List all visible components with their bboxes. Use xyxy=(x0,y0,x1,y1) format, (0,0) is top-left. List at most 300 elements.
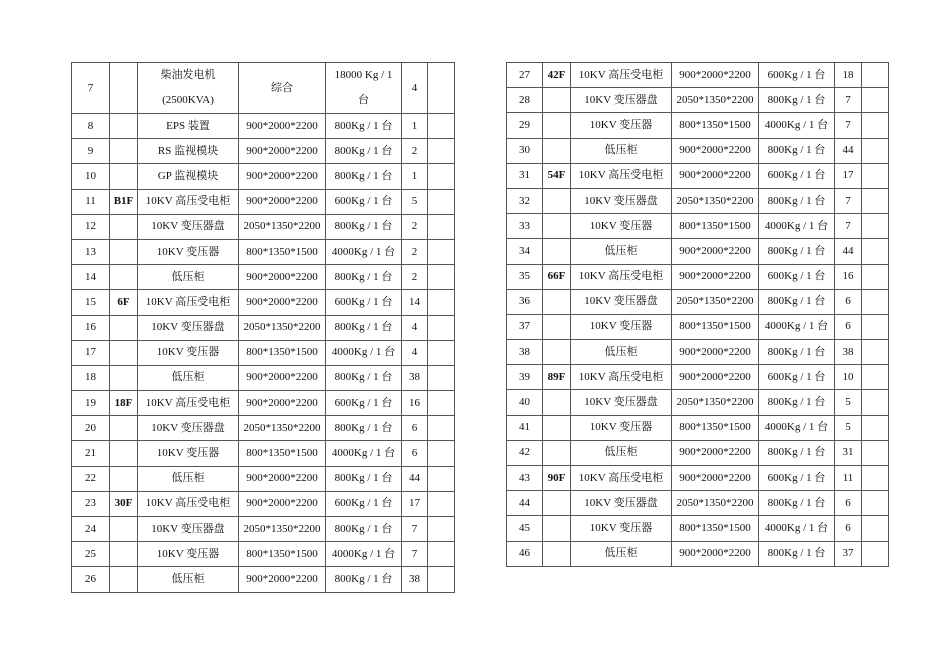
dimensions-cell: 900*2000*2200 xyxy=(239,265,326,290)
table-row xyxy=(507,289,889,314)
quantity-cell: 4 xyxy=(402,340,428,365)
quantity-cell: 5 xyxy=(835,390,862,415)
equipment-name-cell: 10KV 变压器盘 xyxy=(571,289,672,314)
equipment-name-cell: 10KV 变压器 xyxy=(138,239,239,264)
weight-cell: 600Kg / 1 台 xyxy=(326,290,402,315)
quantity-cell: 5 xyxy=(835,415,862,440)
row-number-cell: 39 xyxy=(507,365,543,390)
row-number-cell: 44 xyxy=(507,491,543,516)
dimensions-cell: 800*1350*1500 xyxy=(672,113,759,138)
equipment-name-cell: 10KV 高压受电柜 xyxy=(571,163,672,188)
dimensions-cell: 900*2000*2200 xyxy=(672,239,759,264)
remarks-cell xyxy=(428,416,455,441)
row-number-cell: 19 xyxy=(72,391,110,416)
row-number-cell: 33 xyxy=(507,214,543,239)
equipment-name-cell: 柴油发电机 (2500KVA) xyxy=(138,63,239,114)
dimensions-cell: 900*2000*2200 xyxy=(239,114,326,139)
floor-cell: 90F xyxy=(543,466,571,491)
floor-cell xyxy=(543,541,571,566)
floor-cell xyxy=(543,138,571,163)
dimensions-cell: 2050*1350*2200 xyxy=(239,416,326,441)
table-row xyxy=(507,314,889,339)
table-row xyxy=(72,239,455,264)
weight-cell: 800Kg / 1 台 xyxy=(759,340,835,365)
weight-cell: 800Kg / 1 台 xyxy=(759,491,835,516)
table-row xyxy=(72,265,455,290)
row-number-cell: 40 xyxy=(507,390,543,415)
weight-cell: 4000Kg / 1 台 xyxy=(326,239,402,264)
weight-cell: 600Kg / 1 台 xyxy=(759,466,835,491)
dimensions-cell: 2050*1350*2200 xyxy=(239,315,326,340)
table-row xyxy=(72,491,455,516)
weight-cell: 800Kg / 1 台 xyxy=(759,88,835,113)
floor-cell xyxy=(543,390,571,415)
weight-cell: 800Kg / 1 台 xyxy=(326,466,402,491)
weight-cell: 800Kg / 1 台 xyxy=(759,138,835,163)
equipment-name-cell: 低压柜 xyxy=(571,138,672,163)
equipment-name-cell: 10KV 变压器盘 xyxy=(571,390,672,415)
remarks-cell xyxy=(428,315,455,340)
table-row xyxy=(72,290,455,315)
quantity-cell: 11 xyxy=(835,466,862,491)
dimensions-cell: 800*1350*1500 xyxy=(239,340,326,365)
dimensions-cell: 900*2000*2200 xyxy=(672,163,759,188)
dimensions-cell: 800*1350*1500 xyxy=(239,542,326,567)
equipment-name-cell: 10KV 变压器 xyxy=(571,214,672,239)
dimensions-cell: 900*2000*2200 xyxy=(672,63,759,88)
remarks-cell xyxy=(862,516,889,541)
floor-cell xyxy=(110,365,138,390)
remarks-cell xyxy=(428,139,455,164)
table-row xyxy=(72,542,455,567)
dimensions-cell: 900*2000*2200 xyxy=(672,264,759,289)
dimensions-cell: 900*2000*2200 xyxy=(239,391,326,416)
table-row xyxy=(507,541,889,566)
dimensions-cell: 2050*1350*2200 xyxy=(672,491,759,516)
remarks-cell xyxy=(862,88,889,113)
table-row xyxy=(72,139,455,164)
equipment-name-cell: EPS 装置 xyxy=(138,114,239,139)
row-number-cell: 7 xyxy=(72,63,110,114)
row-number-cell: 28 xyxy=(507,88,543,113)
weight-cell: 800Kg / 1 台 xyxy=(326,114,402,139)
floor-cell xyxy=(543,516,571,541)
dimensions-cell: 900*2000*2200 xyxy=(672,138,759,163)
floor-cell: 18F xyxy=(110,391,138,416)
quantity-cell: 6 xyxy=(835,314,862,339)
remarks-cell xyxy=(862,466,889,491)
remarks-cell xyxy=(862,214,889,239)
floor-cell xyxy=(543,214,571,239)
remarks-cell xyxy=(862,415,889,440)
remarks-cell xyxy=(862,138,889,163)
row-number-cell: 14 xyxy=(72,265,110,290)
table-row xyxy=(72,567,455,592)
dimensions-cell: 900*2000*2200 xyxy=(239,466,326,491)
quantity-cell: 2 xyxy=(402,214,428,239)
floor-cell: 66F xyxy=(543,264,571,289)
dimensions-cell: 800*1350*1500 xyxy=(239,239,326,264)
row-number-cell: 45 xyxy=(507,516,543,541)
weight-cell: 800Kg / 1 台 xyxy=(326,265,402,290)
equipment-name-cell: 10KV 变压器 xyxy=(138,542,239,567)
equipment-table-left xyxy=(71,62,455,593)
floor-cell xyxy=(110,214,138,239)
weight-cell: 800Kg / 1 台 xyxy=(759,188,835,213)
dimensions-cell: 900*2000*2200 xyxy=(672,440,759,465)
row-number-cell: 12 xyxy=(72,214,110,239)
dimensions-cell: 900*2000*2200 xyxy=(672,541,759,566)
equipment-name-cell: 10KV 变压器盘 xyxy=(138,416,239,441)
weight-cell: 18000 Kg / 1 台 xyxy=(326,63,402,114)
dimensions-cell: 900*2000*2200 xyxy=(672,365,759,390)
dimensions-cell: 900*2000*2200 xyxy=(239,189,326,214)
row-number-cell: 32 xyxy=(507,188,543,213)
table-row xyxy=(72,114,455,139)
row-number-cell: 43 xyxy=(507,466,543,491)
quantity-cell: 6 xyxy=(835,491,862,516)
row-number-cell: 31 xyxy=(507,163,543,188)
floor-cell xyxy=(543,88,571,113)
table-row xyxy=(507,440,889,465)
weight-cell: 800Kg / 1 台 xyxy=(326,416,402,441)
equipment-name-cell: 低压柜 xyxy=(138,466,239,491)
row-number-cell: 30 xyxy=(507,138,543,163)
equipment-name-cell: 低压柜 xyxy=(138,365,239,390)
dimensions-cell: 800*1350*1500 xyxy=(672,516,759,541)
remarks-cell xyxy=(428,491,455,516)
equipment-name-cell: 10KV 变压器盘 xyxy=(571,88,672,113)
table-row xyxy=(72,315,455,340)
equipment-name-cell: 10KV 高压受电柜 xyxy=(571,365,672,390)
equipment-name-cell: 10KV 变压器盘 xyxy=(571,188,672,213)
weight-cell: 800Kg / 1 台 xyxy=(759,390,835,415)
table-row xyxy=(72,189,455,214)
remarks-cell xyxy=(428,340,455,365)
quantity-cell: 16 xyxy=(402,391,428,416)
table-row xyxy=(507,163,889,188)
floor-cell xyxy=(110,239,138,264)
remarks-cell xyxy=(428,391,455,416)
quantity-cell: 7 xyxy=(835,214,862,239)
row-number-cell: 22 xyxy=(72,466,110,491)
remarks-cell xyxy=(862,541,889,566)
remarks-cell xyxy=(862,289,889,314)
floor-cell xyxy=(110,466,138,491)
weight-cell: 600Kg / 1 台 xyxy=(326,491,402,516)
remarks-cell xyxy=(428,214,455,239)
quantity-cell: 17 xyxy=(402,491,428,516)
floor-cell xyxy=(543,340,571,365)
remarks-cell xyxy=(862,491,889,516)
equipment-name-cell: 10KV 变压器盘 xyxy=(138,517,239,542)
row-number-cell: 15 xyxy=(72,290,110,315)
remarks-cell xyxy=(428,441,455,466)
row-number-cell: 11 xyxy=(72,189,110,214)
floor-cell xyxy=(110,517,138,542)
row-number-cell: 41 xyxy=(507,415,543,440)
dimensions-cell: 2050*1350*2200 xyxy=(239,214,326,239)
floor-cell: 89F xyxy=(543,365,571,390)
equipment-name-cell: 10KV 变压器盘 xyxy=(138,214,239,239)
table-body-left xyxy=(72,63,455,593)
weight-cell: 4000Kg / 1 台 xyxy=(759,214,835,239)
remarks-cell xyxy=(428,466,455,491)
quantity-cell: 44 xyxy=(835,239,862,264)
remarks-cell xyxy=(428,63,455,114)
remarks-cell xyxy=(862,63,889,88)
table-row xyxy=(72,63,455,114)
row-number-cell: 34 xyxy=(507,239,543,264)
floor-cell xyxy=(110,315,138,340)
row-number-cell: 36 xyxy=(507,289,543,314)
floor-cell xyxy=(110,114,138,139)
quantity-cell: 7 xyxy=(835,88,862,113)
quantity-cell: 38 xyxy=(402,365,428,390)
table-row xyxy=(72,517,455,542)
equipment-name-cell: 10KV 高压受电柜 xyxy=(138,189,239,214)
row-number-cell: 25 xyxy=(72,542,110,567)
dimensions-cell: 800*1350*1500 xyxy=(672,314,759,339)
dimensions-cell: 2050*1350*2200 xyxy=(672,289,759,314)
weight-cell: 4000Kg / 1 台 xyxy=(759,314,835,339)
quantity-cell: 7 xyxy=(835,113,862,138)
quantity-cell: 6 xyxy=(402,416,428,441)
dimensions-cell: 900*2000*2200 xyxy=(239,139,326,164)
equipment-name-cell: RS 监视模块 xyxy=(138,139,239,164)
remarks-cell xyxy=(862,390,889,415)
row-number-cell: 17 xyxy=(72,340,110,365)
dimensions-cell: 900*2000*2200 xyxy=(239,164,326,189)
floor-cell: 54F xyxy=(543,163,571,188)
table-row xyxy=(507,491,889,516)
dimensions-cell: 800*1350*1500 xyxy=(672,415,759,440)
row-number-cell: 37 xyxy=(507,314,543,339)
table-row xyxy=(507,188,889,213)
equipment-name-cell: 10KV 变压器 xyxy=(138,340,239,365)
table-body-right xyxy=(507,63,889,567)
weight-cell: 800Kg / 1 台 xyxy=(759,289,835,314)
table-row xyxy=(507,214,889,239)
quantity-cell: 10 xyxy=(835,365,862,390)
weight-cell: 800Kg / 1 台 xyxy=(759,440,835,465)
table-row xyxy=(72,214,455,239)
dimensions-cell: 900*2000*2200 xyxy=(239,290,326,315)
table-row xyxy=(507,264,889,289)
table-row xyxy=(507,63,889,88)
row-number-cell: 18 xyxy=(72,365,110,390)
floor-cell xyxy=(110,416,138,441)
floor-cell xyxy=(110,265,138,290)
floor-cell xyxy=(110,542,138,567)
weight-cell: 800Kg / 1 台 xyxy=(326,214,402,239)
equipment-name-cell: 低压柜 xyxy=(138,567,239,592)
quantity-cell: 38 xyxy=(835,340,862,365)
floor-cell xyxy=(110,340,138,365)
quantity-cell: 7 xyxy=(402,517,428,542)
remarks-cell xyxy=(862,340,889,365)
quantity-cell: 37 xyxy=(835,541,862,566)
table-row xyxy=(72,441,455,466)
weight-cell: 600Kg / 1 台 xyxy=(759,365,835,390)
quantity-cell: 6 xyxy=(402,441,428,466)
remarks-cell xyxy=(428,567,455,592)
table-row xyxy=(507,466,889,491)
table-row xyxy=(72,365,455,390)
floor-cell xyxy=(110,139,138,164)
quantity-cell: 1 xyxy=(402,114,428,139)
equipment-name-cell: 10KV 高压受电柜 xyxy=(138,290,239,315)
dimensions-cell: 2050*1350*2200 xyxy=(239,517,326,542)
floor-cell xyxy=(543,113,571,138)
remarks-cell xyxy=(862,113,889,138)
quantity-cell: 44 xyxy=(835,138,862,163)
quantity-cell: 2 xyxy=(402,139,428,164)
remarks-cell xyxy=(862,188,889,213)
quantity-cell: 44 xyxy=(402,466,428,491)
equipment-name-cell: GP 监视模块 xyxy=(138,164,239,189)
remarks-cell xyxy=(428,114,455,139)
quantity-cell: 4 xyxy=(402,63,428,114)
floor-cell: 6F xyxy=(110,290,138,315)
weight-cell: 800Kg / 1 台 xyxy=(326,315,402,340)
floor-cell: 30F xyxy=(110,491,138,516)
remarks-cell xyxy=(862,163,889,188)
dimensions-cell: 2050*1350*2200 xyxy=(672,188,759,213)
dimensions-cell: 800*1350*1500 xyxy=(672,214,759,239)
remarks-cell xyxy=(862,365,889,390)
quantity-cell: 16 xyxy=(835,264,862,289)
remarks-cell xyxy=(428,265,455,290)
quantity-cell: 31 xyxy=(835,440,862,465)
dimensions-cell: 900*2000*2200 xyxy=(239,567,326,592)
quantity-cell: 4 xyxy=(402,315,428,340)
floor-cell xyxy=(543,188,571,213)
weight-cell: 800Kg / 1 台 xyxy=(326,164,402,189)
table-row xyxy=(72,391,455,416)
row-number-cell: 9 xyxy=(72,139,110,164)
table-row xyxy=(507,88,889,113)
equipment-name-cell: 低压柜 xyxy=(138,265,239,290)
floor-cell xyxy=(110,441,138,466)
quantity-cell: 18 xyxy=(835,63,862,88)
quantity-cell: 14 xyxy=(402,290,428,315)
floor-cell xyxy=(110,567,138,592)
weight-cell: 4000Kg / 1 台 xyxy=(759,113,835,138)
weight-cell: 800Kg / 1 台 xyxy=(326,517,402,542)
row-number-cell: 16 xyxy=(72,315,110,340)
equipment-name-cell: 10KV 变压器盘 xyxy=(571,491,672,516)
dimensions-cell: 900*2000*2200 xyxy=(672,340,759,365)
equipment-name-cell: 10KV 高压受电柜 xyxy=(571,466,672,491)
floor-cell xyxy=(543,440,571,465)
floor-cell: B1F xyxy=(110,189,138,214)
remarks-cell xyxy=(428,542,455,567)
row-number-cell: 23 xyxy=(72,491,110,516)
dimensions-cell: 900*2000*2200 xyxy=(239,491,326,516)
weight-cell: 4000Kg / 1 台 xyxy=(759,415,835,440)
row-number-cell: 26 xyxy=(72,567,110,592)
weight-cell: 4000Kg / 1 台 xyxy=(326,441,402,466)
dimensions-cell: 900*2000*2200 xyxy=(672,466,759,491)
equipment-name-cell: 10KV 变压器 xyxy=(138,441,239,466)
floor-cell xyxy=(543,314,571,339)
remarks-cell xyxy=(862,314,889,339)
weight-cell: 800Kg / 1 台 xyxy=(326,567,402,592)
floor-cell xyxy=(543,289,571,314)
table-row xyxy=(72,466,455,491)
row-number-cell: 35 xyxy=(507,264,543,289)
equipment-name-cell: 10KV 高压受电柜 xyxy=(571,63,672,88)
quantity-cell: 1 xyxy=(402,164,428,189)
floor-cell: 42F xyxy=(543,63,571,88)
remarks-cell xyxy=(862,440,889,465)
floor-cell xyxy=(543,491,571,516)
equipment-table-right xyxy=(506,62,889,567)
table-row xyxy=(507,415,889,440)
weight-cell: 600Kg / 1 台 xyxy=(759,264,835,289)
quantity-cell: 7 xyxy=(835,188,862,213)
table-row xyxy=(72,164,455,189)
remarks-cell xyxy=(428,189,455,214)
dimensions-cell: 综合 xyxy=(239,63,326,114)
weight-cell: 800Kg / 1 台 xyxy=(326,365,402,390)
row-number-cell: 38 xyxy=(507,340,543,365)
weight-cell: 600Kg / 1 台 xyxy=(326,189,402,214)
equipment-name-cell: 10KV 变压器 xyxy=(571,415,672,440)
quantity-cell: 7 xyxy=(402,542,428,567)
weight-cell: 4000Kg / 1 台 xyxy=(326,340,402,365)
remarks-cell xyxy=(428,290,455,315)
quantity-cell: 6 xyxy=(835,516,862,541)
table-row xyxy=(507,516,889,541)
remarks-cell xyxy=(862,239,889,264)
floor-cell xyxy=(543,239,571,264)
weight-cell: 800Kg / 1 台 xyxy=(759,541,835,566)
row-number-cell: 42 xyxy=(507,440,543,465)
remarks-cell xyxy=(428,517,455,542)
row-number-cell: 13 xyxy=(72,239,110,264)
quantity-cell: 2 xyxy=(402,239,428,264)
remarks-cell xyxy=(428,239,455,264)
equipment-name-cell: 低压柜 xyxy=(571,340,672,365)
equipment-name-cell: 10KV 变压器 xyxy=(571,516,672,541)
quantity-cell: 17 xyxy=(835,163,862,188)
quantity-cell: 38 xyxy=(402,567,428,592)
floor-cell xyxy=(543,415,571,440)
remarks-cell xyxy=(428,164,455,189)
table-row xyxy=(507,340,889,365)
weight-cell: 4000Kg / 1 台 xyxy=(759,516,835,541)
row-number-cell: 24 xyxy=(72,517,110,542)
equipment-name-cell: 10KV 高压受电柜 xyxy=(138,391,239,416)
floor-cell xyxy=(110,63,138,114)
dimensions-cell: 2050*1350*2200 xyxy=(672,390,759,415)
table-row xyxy=(507,113,889,138)
row-number-cell: 8 xyxy=(72,114,110,139)
quantity-cell: 6 xyxy=(835,289,862,314)
dimensions-cell: 2050*1350*2200 xyxy=(672,88,759,113)
equipment-name-cell: 10KV 高压受电柜 xyxy=(571,264,672,289)
quantity-cell: 2 xyxy=(402,265,428,290)
weight-cell: 800Kg / 1 台 xyxy=(326,139,402,164)
row-number-cell: 27 xyxy=(507,63,543,88)
row-number-cell: 46 xyxy=(507,541,543,566)
row-number-cell: 10 xyxy=(72,164,110,189)
row-number-cell: 29 xyxy=(507,113,543,138)
dimensions-cell: 800*1350*1500 xyxy=(239,441,326,466)
row-number-cell: 20 xyxy=(72,416,110,441)
